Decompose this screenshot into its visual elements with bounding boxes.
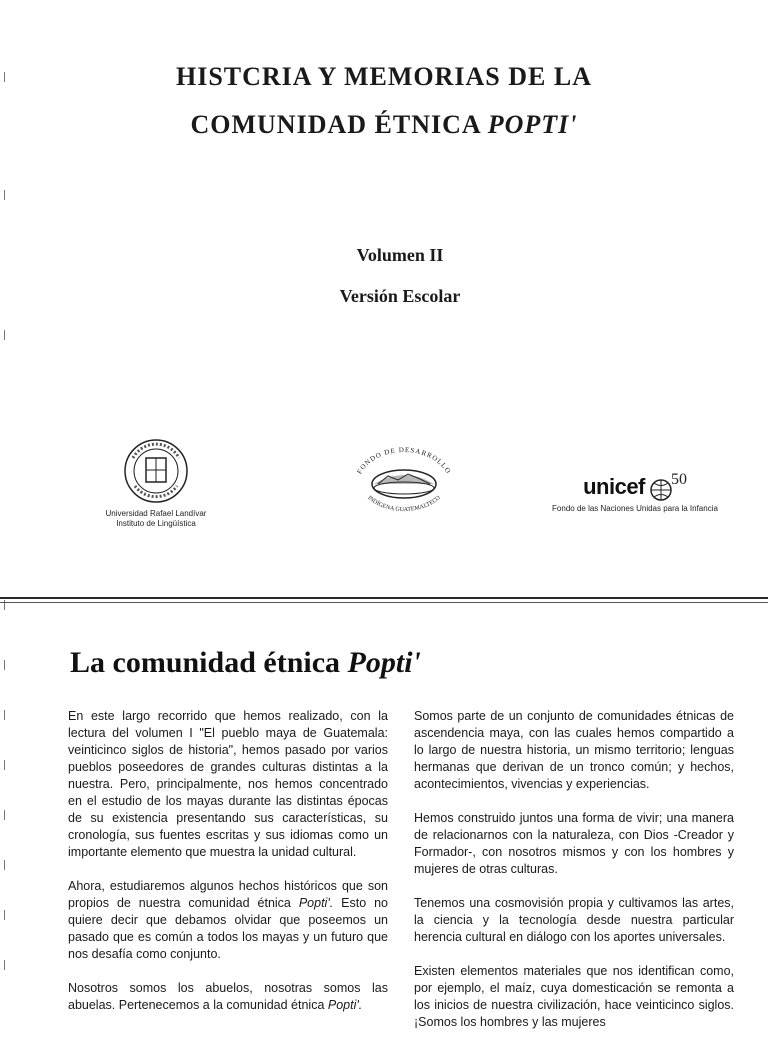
cover-title-line1: HISTCRIA Y MEMORIAS DE LA — [175, 62, 592, 91]
volume-label: Volumen II — [356, 245, 444, 265]
popti-word: Popti'. — [327, 998, 363, 1012]
university-logo — [96, 438, 216, 529]
section-title-text: La comunidad étnica — [70, 646, 348, 679]
paragraph — [68, 878, 388, 963]
paragraph-text: Esto no quiere decir que debamos olvidar que poseemos un pasado que es común a todos los mayas y un futuro que nos desafía como conjunto. — [68, 896, 388, 961]
unicef-globe-icon — [647, 470, 687, 504]
paragraph — [68, 980, 388, 1014]
fondo-arc-bottom: INDÍGENA GUATEMALTECO — [366, 494, 442, 514]
left-column — [68, 708, 388, 1031]
fondo-arc-top: FONDO DE DESARROLLO — [355, 445, 453, 476]
cover-title-line2-text: COMUNIDAD ÉTNICA — [190, 110, 488, 139]
unicef-50-badge: 50 — [670, 471, 687, 488]
right-column — [414, 708, 734, 1048]
paragraph: Tenemos una cosmovisión propia y cultivamos las artes, la ciencia y la tecnología desde nuestra particular herencia cultural en diálogo con los aportes universales. — [414, 896, 734, 944]
cover-title-line2 — [0, 110, 768, 140]
version-label: Versión Escolar — [339, 286, 461, 306]
popti-word: Popti'. — [298, 896, 334, 910]
section-title — [70, 646, 421, 680]
university-seal-icon — [123, 438, 189, 504]
paragraph: En este largo recorrido que hemos realizado, con la lectura del volumen I "El pueblo maya de Guatemala: veinticinco siglos de historia", hemos pasado por varios pueblos poseedores de grandes culturas distintas a la nuestra. Pero, principalmente, nos hemos concentrado en el estudio de los mayas durante las distintas épocas de su existencia presentando sus características, su cronología, sus fuentes escritas y sus idiomas como un importante elemento que muestra la unidad cultural. — [68, 709, 388, 859]
paragraph: Hemos construido juntos una forma de vivir; una manera de relacionarnos con la naturaleza, con Dios -Creador y Formador-, con nosotros mismos y con los hombres y mujeres de otras culturas. — [414, 811, 734, 876]
unicef-logo — [540, 470, 730, 514]
paragraph: Existen elementos materiales que nos identifican como, por ejemplo, el maíz, cuya domesticación se remonta a los inicios de nuestra civilización, hace veinticinco siglos. ¡Somos los hombres y las mujeres — [414, 964, 734, 1029]
paragraph-text: Ahora, estudiaremos algunos hechos históricos que son propios de nuestra comunidad étnica — [68, 879, 388, 910]
unicef-caption: Fondo de las Naciones Unidas para la Infancia — [552, 504, 718, 513]
fondo-logo — [348, 444, 460, 525]
university-name: Universidad Rafael Landívar — [105, 509, 207, 518]
svg-text:FONDO DE DESARROLLO — [355, 446, 452, 476]
paragraph-text: Nosotros somos los abuelos, nosotras somos las abuelas. Pertenecemos a la comunidad étnica — [68, 981, 388, 1012]
institute-name: Instituto de Lingüística — [116, 519, 196, 528]
unicef-wordmark: unicef — [583, 474, 645, 499]
page-divider — [0, 597, 768, 599]
page-divider-secondary — [0, 602, 768, 603]
paragraph: Somos parte de un conjunto de comunidades étnicas de ascendencia maya, con las cuales hemos compartido a lo largo de nuestra historia, un mismo territorio; lenguas hermanas que derivan de un tronco común; y hechos, acontecimientos, vivencias y experiencias. — [414, 709, 734, 791]
fondo-seal-icon — [348, 444, 460, 520]
cover-title-popti: POPTI' — [487, 110, 578, 139]
section-title-popti: Popti' — [347, 646, 421, 679]
